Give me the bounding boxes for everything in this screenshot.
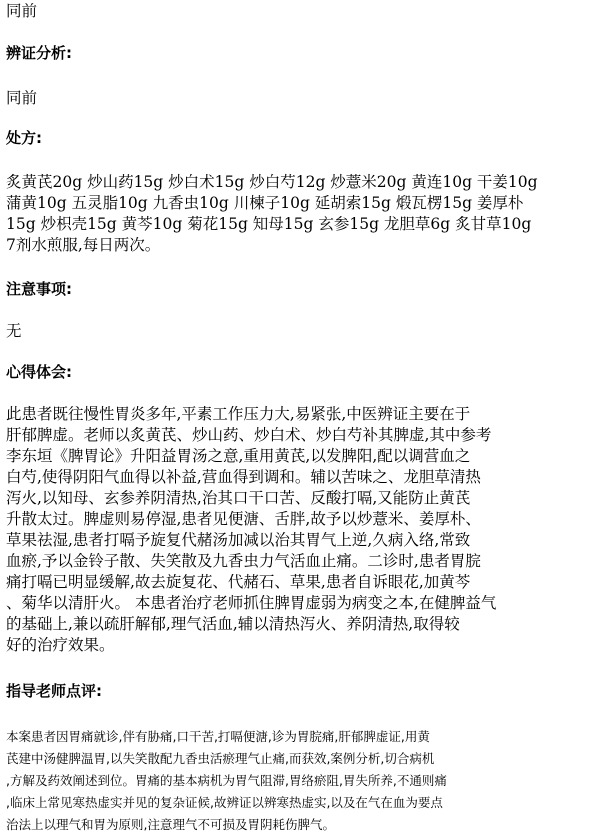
precautions-text: 无 <box>6 322 22 340</box>
differentiation-heading: 辨证分析: <box>6 44 72 62</box>
experience-line: 血瘀,予以金铃子散、失笑散及九香虫力气活血止痛。二诊时,患者胃脘 <box>6 552 481 570</box>
differentiation-text: 同前 <box>6 89 38 107</box>
prescription-line: 7剂水煎服,每日两次。 <box>6 236 161 254</box>
teacher-comment-line: ,方解及药效阐述到位。胃痛的基本病机为胃气阻滞,胃络瘀阻,胃失所养,不通则痛 <box>6 773 447 788</box>
teacher-comment-line: 芪建中汤健脾温胃,以失笑散配九香虫活瘀理气止痛,而获效,案例分析,切合病机 <box>6 751 435 766</box>
experience-line: 白芍,使得阴阳气血得以补益,营血得到调和。辅以苦味之、龙胆草清热 <box>6 468 481 486</box>
experience-line: 草果祛湿,患者打嗝予旋复代赭汤加减以治其胃气上逆,久病入络,常致 <box>6 531 471 549</box>
precautions-heading: 注意事项: <box>6 280 72 298</box>
teacher-comment-line: 本案患者因胃痛就诊,伴有胁痛,口干苦,打嗝便溏,诊为胃脘痛,肝郁脾虚证,用黄 <box>6 729 430 744</box>
experience-line: 肝郁脾虚。老师以炙黄芪、炒山药、炒白术、炒白芍补其脾虚,其中参考 <box>6 426 492 444</box>
experience-line: 痛打嗝已明显缓解,故去旋复花、代赭石、草果,患者自诉眼花,加黄芩 <box>6 573 471 591</box>
teacher-comment-line: ,临床上常见寒热虚实并见的复杂证候,故辨证以辨寒热虚实,以及在气在血为要点 <box>6 795 443 810</box>
prescription-line: 蒲黄10g 五灵脂10g 九香虫10g 川楝子10g 延胡索15g 煅瓦楞15g 姜厚朴 <box>6 194 524 212</box>
prescription-line: 炙黄芪20g 炒山药15g 炒白术15g 炒白芍12g 炒薏米20g 黄连10g 干姜10g <box>6 173 538 191</box>
experience-heading: 心得体会: <box>6 363 72 381</box>
teacher-comment-heading: 指导老师点评: <box>6 682 102 700</box>
experience-line: 此患者既往慢性胃炎多年,平素工作压力大,易紧张,中医辨证主要在于 <box>6 405 471 423</box>
teacher-comment-line: 治法上以理气和胃为原则,注意理气不可损及胃阴耗伤脾气。 <box>6 817 335 832</box>
experience-line: 好的治疗效果。 <box>6 636 115 654</box>
experience-line: 的基础上,兼以疏肝解郁,理气活血,辅以清热泻火、养阴清热,取得较 <box>6 615 460 633</box>
experience-line: 李东垣《脾胃论》升阳益胃汤之意,重用黄芪,以发脾阳,配以调营血之 <box>6 447 471 465</box>
prescription-heading: 处方: <box>6 129 42 147</box>
experience-line: 、菊华以清肝火。 本患者治疗老师抓住脾胃虚弱为病变之本,在健脾益气 <box>6 594 497 612</box>
prescription-line: 15g 炒枳壳15g 黄芩10g 菊花15g 知母15g 玄参15g 龙胆草6g 炙甘草10g <box>6 215 532 233</box>
top-text: 同前 <box>6 2 38 20</box>
experience-line: 升散太过。脾虚则易停湿,患者见便溏、舌胖,故予以炒薏米、姜厚朴、 <box>6 510 481 528</box>
experience-line: 泻火,以知母、玄参养阴清热,治其口干口苦、反酸打嗝,又能防止黄芪 <box>6 489 471 507</box>
